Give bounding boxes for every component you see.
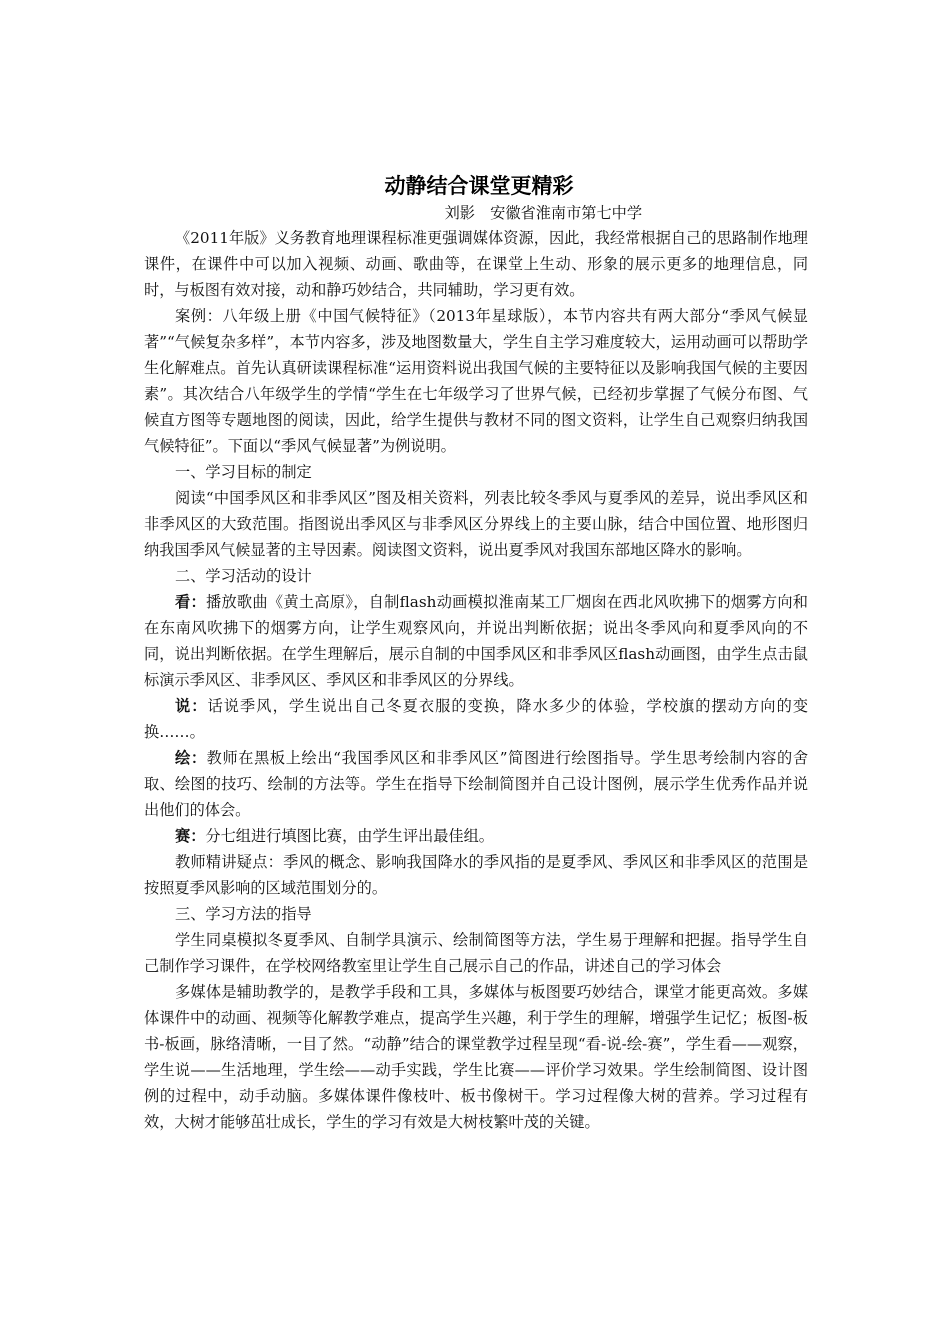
- activity-speak-paragraph: [144, 693, 808, 745]
- activity-contest-text: 分七组进行填图比赛，由学生评出最佳组。: [205, 827, 494, 845]
- activity-draw-lead: 绘：: [175, 749, 207, 767]
- page-title: 动静结合课堂更精彩: [384, 174, 574, 198]
- conclusion-paragraph: 多媒体是辅助教学的，是教学手段和工具，多媒体与板图要巧妙结合，课堂才能更高效。多媒体课件中的动画、视频等化解教学难点，提高学生兴趣，利于学生的理解，增强学生记忆；板图-板书-板画，脉络清晰，一目了然。“动静”结合的课堂教学过程呈现“看-说-绘-赛”，学生看——观察，学生说——生活地理，学生绘——动手实践，学生比赛——评价学习效果。学生绘制简图、设计图例的过程中，动手动脑。多媒体课件像枝叶、板书像树干。学习过程像大树的营养。学习过程有效，大树才能够茁壮成长，学生的学习有效是大树枝繁叶茂的关键。: [144, 983, 808, 1131]
- section-heading-activities: 二、学习活动的设计: [175, 567, 312, 585]
- document-body: [144, 171, 808, 1135]
- activity-contest-lead: 赛：: [175, 827, 206, 845]
- case-paragraph: 案例：八年级上册《中国气候特征》（2013年星球版），本节内容共有两大部分“季风气候显著”“气候复杂多样”，本节内容多，涉及地图数量大，学生自主学习难度较大，运用动画可以帮助学生化解难点。首先认真研读课程标准“运用资料说出我国气候的主要特征以及影响我国气候的主要因素”。其次结合八年级学生的学情“学生在七年级学习了世界气候，已经初步掌握了气候分布图、气候直方图等专题地图的阅读，因此，给学生提供与教材不同的图文资料，让学生自己观察归纳我国气候特征”。下面以“季风气候显著”为例说明。: [144, 307, 808, 455]
- activity-watch-paragraph: [144, 589, 808, 693]
- activity-watch-lead: 看：: [175, 593, 206, 611]
- activity-draw-paragraph: [144, 745, 808, 823]
- section-heading-methods: 三、学习方法的指导: [175, 905, 312, 923]
- goals-paragraph: 阅读“中国季风区和非季风区”图及相关资料，列表比较冬季风与夏季风的差异，说出季风区和非季风区的大致范围。指图说出季风区与非季风区分界线上的主要山脉，结合中国位置、地形图归纳我国季风气候显著的主导因素。阅读图文资料，说出夏季风对我国东部地区降水的影响。: [144, 489, 808, 559]
- activity-contest-paragraph: [144, 823, 808, 849]
- author-line: 刘影 安徽省淮南市第七中学: [444, 204, 642, 222]
- activity-draw-text: 教师在黑板上绘出“我国季风区和非季风区”简图进行绘图指导。学生思考绘制内容的舍取、绘图的技巧、绘制的方法等。学生在指导下绘制简图并自己设计图例，展示学生优秀作品并说出他们的体会。: [144, 749, 809, 819]
- method-paragraph: 学生同桌模拟冬夏季风、自制学具演示、绘制简图等方法，学生易于理解和把握。指导学生自己制作学习课件，在学校网络教室里让学生自己展示自己的作品，讲述自己的学习体会: [144, 931, 808, 975]
- intro-paragraph: 《2011年版》义务教育地理课程标准更强调媒体资源，因此，我经常根据自己的思路制作地理课件，在课件中可以加入视频、动画、歌曲等，在课堂上生动、形象的展示更多的地理信息，同时，与板图有效对接，动和静巧妙结合，共同辅助，学习更有效。: [144, 229, 808, 299]
- section-heading-goals: 一、学习目标的制定: [175, 463, 312, 481]
- difficulty-paragraph: 教师精讲疑点：季风的概念、影响我国降水的季风指的是夏季风、季风区和非季风区的范围是按照夏季风影响的区域范围划分的。: [144, 853, 808, 897]
- activity-watch-text: 播放歌曲《黄土高原》，自制flash动画模拟淮南某工厂烟囱在西北风吹拂下的烟雾方向和在东南风吹拂下的烟雾方向，让学生观察风向，并说出判断依据；说出冬季风向和夏季风向的不同，说出判断依据。在学生理解后，展示自制的中国季风区和非季风区flash动画图，由学生点击鼠标演示季风区、非季风区、季风区和非季风区的分界线。: [144, 593, 808, 689]
- activity-speak-text: 话说季风，学生说出自己冬夏衣服的变换，降水多少的体验，学校旗的摆动方向的变换……。: [144, 697, 809, 741]
- activity-speak-lead: 说：: [175, 697, 208, 715]
